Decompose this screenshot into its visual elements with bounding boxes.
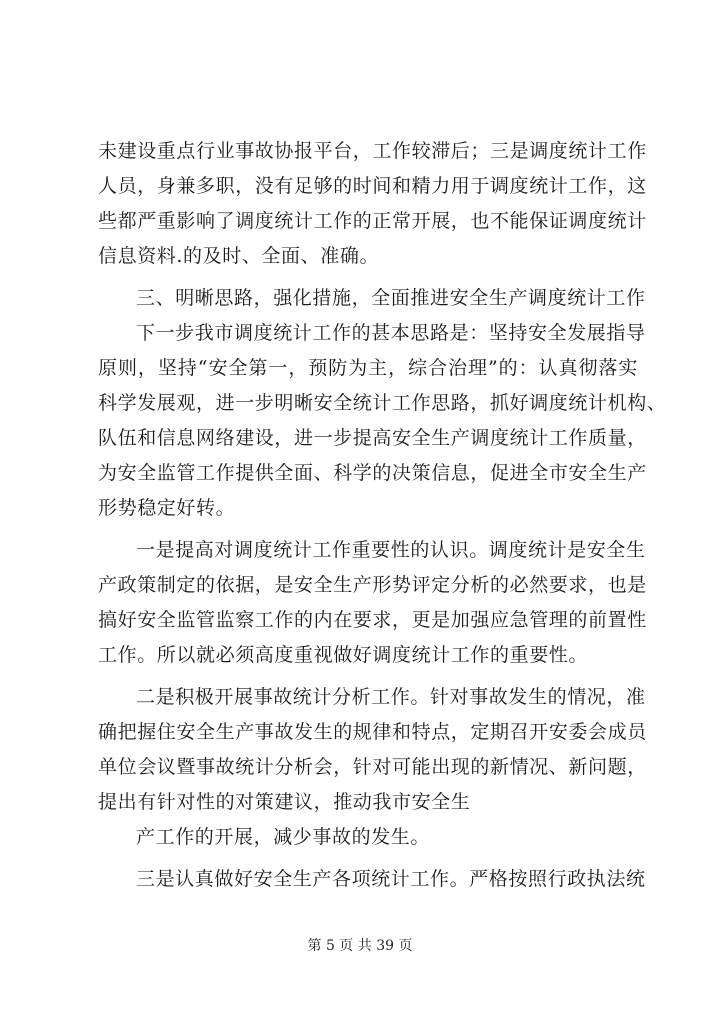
text-line-10: 为安全监管工作提供全面、科学的决策信息，促进全市安全生产 [98,462,647,484]
text-line-9: 队伍和信息网络建设，进一步提高安全生产调度统计工作质量， [98,427,647,449]
text-line-11: 形势稳定好转。 [98,497,236,519]
text-line-7: 原则，坚持“安全第一，预防为主，综合治理”的：认真彻落实 [98,357,638,379]
text-line-18: 单位会议暨事故统计分析会，针对可能出现的新情况、新问题， [98,756,647,778]
text-line-14: 搞好安全监管监察工作的内在要求，更是加强应急管理的前置性 [98,609,647,631]
text-line-16: 二是积极开展事故统计分析工作。针对事故发生的情况，准 [136,686,646,708]
text-line-13: 产政策制定的依据，是安全生产形势评定分析的必然要求，也是 [98,574,647,596]
section-heading: 三、明晰思路，强化措施，全面推进安全生产调度统计工作 [136,287,646,309]
text-line-8: 科学发展观，进一步明晰安全统计工作思路，抓好调度统计机构、 [98,392,667,414]
page-number-footer: 第 5 页 共 39 页 [307,938,413,954]
text-line-12: 一是提高对调度统计工作重要性的认识。调度统计是安全生 [136,539,646,561]
text-line-20: 产工作的开展，减少事故的发生。 [136,826,431,848]
text-line-19: 提出有针对性的对策建议，推动我市安全生 [98,791,471,813]
text-line-15: 工作。所以就必须高度重视做好调度统计工作的重要性。 [98,644,589,666]
text-line-21: 三是认真做好安全生产各项统计工作。严格按照行政执法统 [136,868,646,890]
text-line-3: 些都严重影响了调度统计工作的正常开展，也不能保证调度统计 [98,210,647,232]
text-line-4: 信息资料.的及时、全面、准确。 [98,245,380,267]
text-line-1: 未建设重点行业事故协报平台，工作较滞后；三是调度统计工作 [98,140,647,162]
text-line-17: 确把握住安全生产事故发生的规律和特点，定期召开安委会成员 [98,721,647,743]
text-line-6: 下一步我市调度统计工作的甚本思路是：坚持安全发展指导 [136,322,646,344]
text-line-2: 人员，身兼多职，没有足够的时间和精力用于调度统计工作，这 [98,175,647,197]
